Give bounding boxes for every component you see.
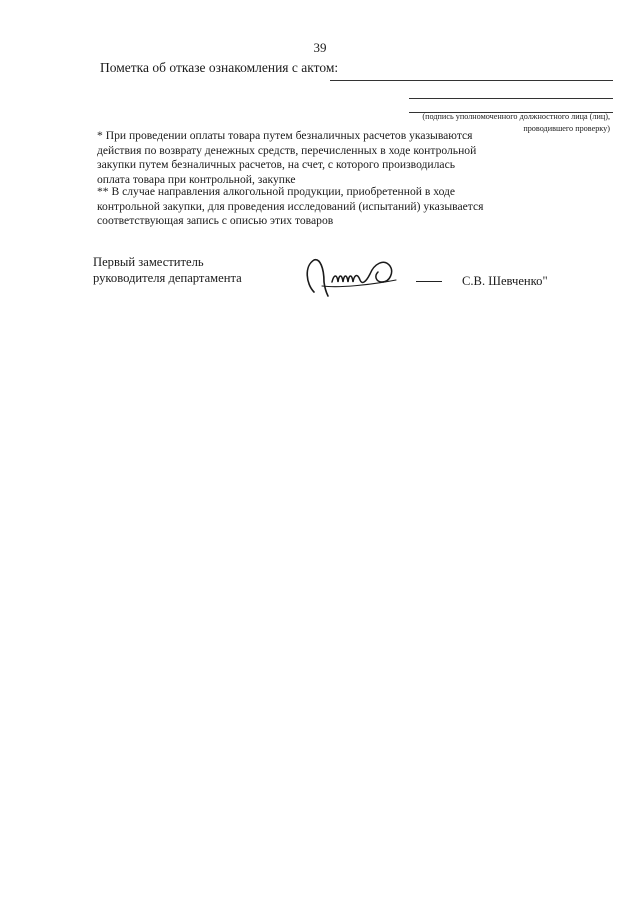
signatory-title-line-1: Первый заместитель (93, 255, 204, 269)
refusal-line-2 (409, 98, 613, 99)
footnote-line: действия по возврату денежных средств, перечисленных в ходе контрольной (97, 143, 477, 157)
page-number: 39 (313, 40, 327, 55)
footnote-line: * При проведении оплаты товара путем безналичных расчетов указываются (97, 129, 473, 142)
footnote-line: оплата товара при контрольной, закупке (97, 172, 296, 186)
signature-dash (416, 281, 442, 282)
refusal-note-label: Пометка об отказе ознакомления с актом: (100, 60, 339, 75)
footnote-line: контрольной закупки, для проведения исследований (испытаний) указывается (97, 199, 484, 213)
signatory-title-line-2: руководителя департамента (93, 270, 242, 285)
footnote-line: ** В случае направления алкогольной продукции, приобретенной в ходе (97, 185, 456, 198)
signatory-name: С.В. Шевченко" (462, 274, 548, 288)
footnote-line: закупки путем безналичных расчетов, на счет, с которого производилась (97, 158, 456, 172)
signature-caption-line-1: (подпись уполномоченного должностного лица (лиц), (422, 112, 610, 121)
refusal-line-1 (330, 80, 613, 81)
handwritten-signature (300, 252, 410, 300)
signature-caption-line-2: проводившего проверку) (523, 124, 610, 133)
footnote-alcohol-testing (97, 185, 483, 229)
signatory-title (93, 255, 242, 286)
footnote-payment-refund (97, 129, 476, 187)
footnote-line: соответствующая запись с описью этих товаров (97, 214, 334, 228)
